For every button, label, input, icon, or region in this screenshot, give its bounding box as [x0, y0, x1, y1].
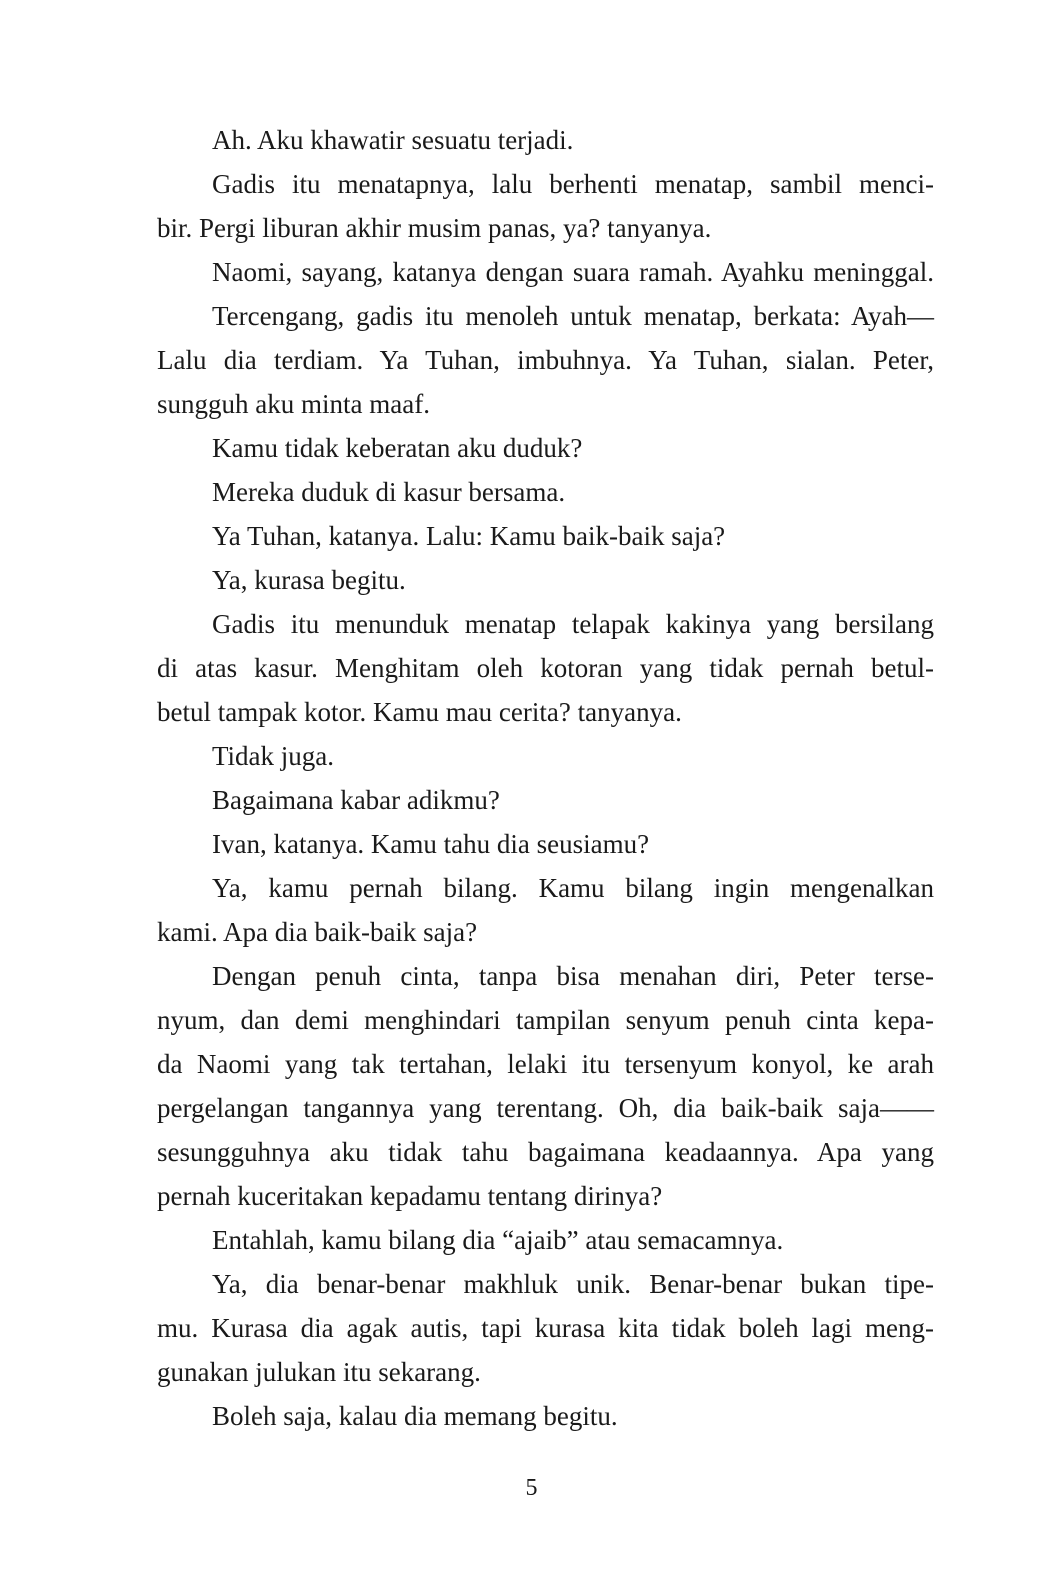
page-number: 5 — [525, 1475, 538, 1501]
paragraph-first-line: Gadis itu menunduk menatap telapak kakinya yang bersilang — [212, 609, 934, 639]
paragraph-first-line: Tidak juga. — [212, 741, 335, 771]
text-line: betul tampak kotor. Kamu mau cerita? tanyanya. — [157, 697, 682, 727]
paragraph-first-line: Boleh saja, kalau dia memang begitu. — [212, 1401, 618, 1431]
paragraph-first-line: Ya, dia benar-benar makhluk unik. Benar-benar bukan tipe- — [212, 1269, 934, 1299]
paragraph-first-line: Kamu tidak keberatan aku duduk? — [212, 433, 583, 463]
text-line: Lalu dia terdiam. Ya Tuhan, imbuhnya. Ya Tuhan, sialan. Peter, — [157, 345, 934, 375]
paragraph-first-line: Dengan penuh cinta, tanpa bisa menahan diri, Peter terse- — [212, 961, 934, 991]
paragraph-first-line: Gadis itu menatapnya, lalu berhenti menatap, sambil menci- — [212, 169, 934, 199]
text-line: pernah kuceritakan kepadamu tentang dirinya? — [157, 1181, 663, 1211]
paragraph-first-line: Ya, kurasa begitu. — [212, 565, 406, 595]
paragraph-first-line: Bagaimana kabar adikmu? — [212, 785, 500, 815]
paragraph-first-line: Tercengang, gadis itu menoleh untuk menatap, berkata: Ayah— — [212, 301, 934, 331]
text-line: nyum, dan demi menghindari tampilan senyum penuh cinta kepa- — [157, 1005, 934, 1035]
body-text — [157, 118, 934, 1438]
paragraph-first-line: Mereka duduk di kasur bersama. — [212, 477, 566, 507]
paragraph-first-line: Ya Tuhan, katanya. Lalu: Kamu baik-baik saja? — [212, 521, 726, 551]
text-line: sungguh aku minta maaf. — [157, 389, 430, 419]
paragraph-first-line: Entahlah, kamu bilang dia “ajaib” atau semacamnya. — [212, 1225, 784, 1255]
text-line: da Naomi yang tak tertahan, lelaki itu tersenyum konyol, ke arah — [157, 1049, 934, 1079]
text-line: mu. Kurasa dia agak autis, tapi kurasa kita tidak boleh lagi meng- — [157, 1313, 934, 1343]
text-line: bir. Pergi liburan akhir musim panas, ya? tanyanya. — [157, 213, 712, 243]
text-line: gunakan julukan itu sekarang. — [157, 1357, 481, 1387]
paragraph-first-line: Ivan, katanya. Kamu tahu dia seusiamu? — [212, 829, 650, 859]
text-line: di atas kasur. Menghitam oleh kotoran yang tidak pernah betul- — [157, 653, 934, 683]
text-line: pergelangan tangannya yang terentang. Oh, dia baik-baik saja—— — [157, 1093, 934, 1123]
paragraph-first-line: Ah. Aku khawatir sesuatu terjadi. — [212, 125, 574, 155]
paragraph-first-line: Ya, kamu pernah bilang. Kamu bilang ingin mengenalkan — [212, 873, 934, 903]
text-line: kami. Apa dia baik-baik saja? — [157, 917, 478, 947]
paragraph-first-line: Naomi, sayang, katanya dengan suara ramah. Ayahku meninggal. — [212, 257, 934, 287]
text-line: sesungguhnya aku tidak tahu bagaimana keadaannya. Apa yang — [157, 1137, 934, 1167]
